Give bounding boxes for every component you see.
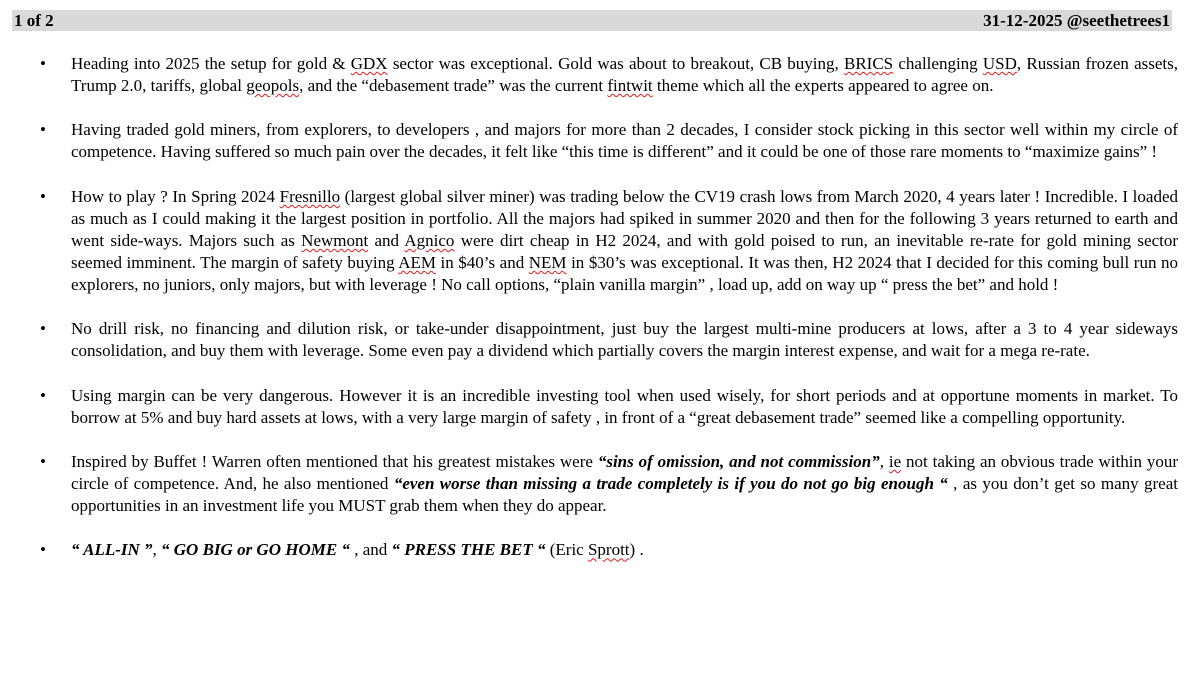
bullet-marker: • — [40, 186, 46, 206]
text-run: , and the “debasement trade” was the current — [299, 76, 608, 95]
text-run: Heading into 2025 the setup for gold & — [71, 54, 351, 73]
text-run: Having traded gold miners, from explorers, to developers , and majors for more than 2 decades, I consider stock picking in this sector well within my circle of competence. Having suffered so much pain over the decades, it felt like “this time is different” and it could be one of those rare moments to “maximize gains” ! — [71, 120, 1178, 162]
spellcheck-word: BRICS — [844, 54, 894, 73]
spellcheck-word: GDX — [350, 54, 388, 73]
text-run: sector was exceptional. Gold was about to breakout, CB buying, — [387, 54, 844, 73]
spellcheck-word: ie — [888, 451, 902, 471]
text-run: , — [152, 540, 162, 560]
bullet-marker: • — [40, 120, 46, 140]
text-run: , as you don’t get so many great opportunities in an investment life you MUST grab them when they do appear. — [71, 473, 1179, 515]
emphasized-quote: “ GO BIG or GO HOME “ — [161, 540, 350, 560]
spellcheck-word: USD — [982, 54, 1017, 73]
text-run: No drill risk, no financing and dilution risk, or take-under disappointment, just buy the largest multi-mine producers at lows, after a 3 to 4 year sideways consolidation, and buy them with leverage. Some even pay a dividend which partially covers the margin interest expense, and wait for a mega re-rate. — [71, 319, 1178, 361]
text-run: in $40’s and — [435, 252, 529, 272]
bullet-paragraph — [0, 53, 1197, 97]
spellcheck-word: Fresnillo — [279, 186, 341, 206]
spellcheck-word: fintwit — [607, 76, 653, 95]
text-run: and — [368, 230, 405, 250]
emphasized-quote: “sins of omission, and not commission” — [597, 451, 880, 471]
text-run: theme which all the experts appeared to agree on. — [652, 76, 994, 95]
text-run: , — [879, 451, 889, 471]
bullet-marker: • — [40, 319, 46, 339]
bullet-marker: • — [40, 540, 46, 560]
bullet-marker: • — [40, 385, 46, 405]
bullet-paragraph — [0, 539, 1197, 561]
spellcheck-word: AEM — [398, 252, 436, 272]
date-author: 31-12-2025 @seethetrees1 — [983, 11, 1170, 30]
text-run: (Eric — [545, 540, 588, 560]
text-run: , and — [349, 540, 392, 560]
page-header — [12, 10, 1172, 31]
text-run: not taking an obvious trade within your circle of competence. And, he also mentioned — [71, 451, 1179, 493]
text-run: ) . — [629, 540, 644, 560]
bullet-list — [0, 53, 1197, 584]
spellcheck-word: geopols — [246, 76, 300, 95]
text-run: Inspired by Buffet ! Warren often mentioned that his greatest mistakes were — [71, 451, 598, 471]
bullet-paragraph — [0, 451, 1197, 517]
spellcheck-word: NEM — [528, 252, 567, 272]
emphasized-quote: “even worse than missing a trade completely is if you do not go big enough “ — [393, 473, 948, 493]
bullet-paragraph — [0, 186, 1197, 296]
text-run: , Russian frozen assets, Trump 2.0, tariffs, global — [71, 54, 1179, 95]
text-run: were dirt cheap in H2 2024, and with gold poised to run, an inevitable re-rate for gold mining sector seemed imminent. The margin of safety buying — [71, 230, 1179, 272]
bullet-paragraph — [0, 385, 1197, 429]
spellcheck-word: Newmont — [301, 230, 369, 250]
bullet-paragraph — [0, 318, 1197, 362]
text-run: (largest global silver miner) was trading below the CV19 crash lows from March 2020, 4 years later ! Incredible. I loaded as much as I could making it the largest position in portfolio. All the majors had spiked in summer 2020 and then for the following 3 years returned to earth and went side-ways. Majors such as — [71, 186, 1178, 250]
text-run: challenging — [893, 54, 983, 73]
text-run: How to play ? In Spring 2024 — [71, 186, 280, 206]
text-run: Using margin can be very dangerous. However it is an incredible investing tool when used wisely, for short periods and at opportune moments in market. To borrow at 5% and buy hard assets at lows, with a very large margin of safety , in front of a “great debasement trade” seemed like a compelling opportunity. — [71, 385, 1178, 427]
bullet-marker: • — [40, 54, 46, 73]
emphasized-quote: “ PRESS THE BET “ — [391, 540, 546, 560]
emphasized-quote: “ ALL-IN ” — [71, 540, 153, 560]
page-number: 1 of 2 — [14, 11, 54, 30]
bullet-paragraph — [0, 119, 1197, 163]
spellcheck-word: Agnico — [404, 230, 455, 250]
text-run: in $30’s was exceptional. It was then, H2 2024 that I decided for this coming bull run no explorers, no juniors, only majors, but with leverage ! No call options, “plain vanilla margin” , load up, add on way up “ press the bet” and hold ! — [71, 252, 1178, 294]
spellcheck-word: Sprott — [587, 540, 630, 560]
bullet-marker: • — [40, 451, 46, 471]
